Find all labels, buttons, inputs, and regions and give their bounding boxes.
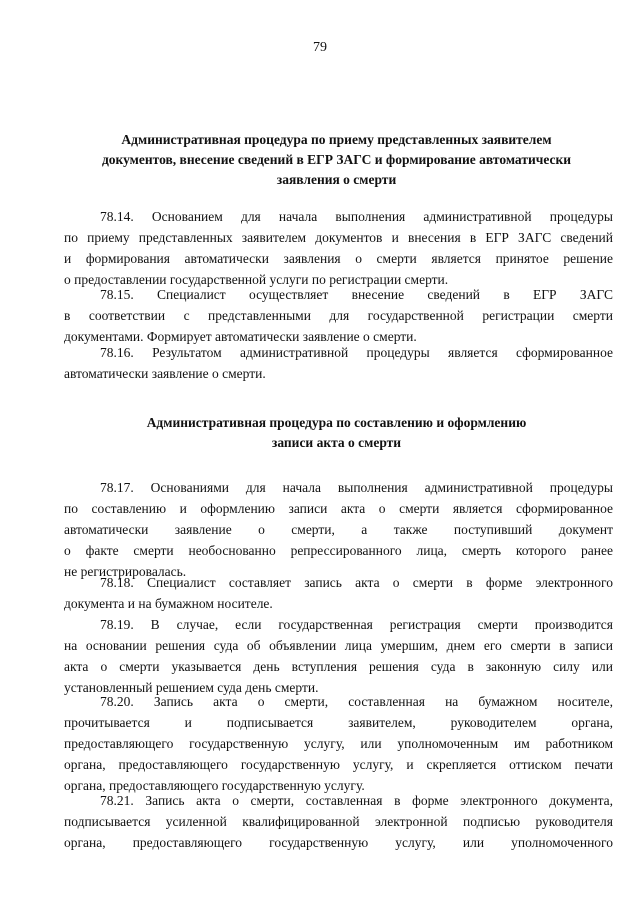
paragraph-line: автоматически заявление о смерти. (64, 366, 266, 381)
paragraph-line: 78.21. Запись акта о смерти, составленная в форме электронного документа, (100, 793, 613, 808)
paragraph-line: органа, предоставляющего государственную услугу, или уполномоченного (64, 835, 613, 850)
heading-line: заявления о смерти (276, 172, 397, 187)
paragraph-line: по приему представленных заявителем документов и внесения в ЕГР ЗАГС сведений (64, 230, 613, 245)
paragraph-78-18 (64, 572, 613, 614)
paragraph-line: органа, предоставляющего государственную услугу, и скрепляется оттиском печати (64, 757, 613, 772)
paragraph-line: подписывается усиленной квалифицированной электронной подписью руководителя (64, 814, 613, 829)
paragraph-line: по составлению и оформлению записи акта о смерти является сформированное (64, 501, 613, 516)
paragraph-line: автоматически заявление о смерти, а также поступивший документ (64, 522, 613, 537)
paragraph-line: о факте смерти необоснованно репрессированного лица, смерть которого ранее (64, 543, 613, 558)
heading-line: Административная процедура по приему представленных заявителем (121, 132, 552, 147)
paragraph-line: на основании решения суда об объявлении лица умершим, днем его смерти в записи (64, 638, 613, 653)
paragraph-78-14 (64, 206, 613, 290)
paragraph-line: акта о смерти указывается день вступления решения суда в законную силу или (64, 659, 613, 674)
page-number: 79 (313, 40, 327, 55)
paragraph-line: прочитывается и подписывается заявителем, руководителем органа, (64, 715, 613, 730)
paragraph-78-19 (64, 614, 613, 698)
paragraph-line: документами. Формирует автоматически заявление о смерти. (64, 329, 417, 344)
heading-line: Административная процедура по составлению и оформлению (146, 415, 527, 430)
paragraph-line: установленный решением суда день смерти. (64, 680, 319, 695)
paragraph-78-16 (64, 342, 613, 384)
paragraph-line: предоставляющего государственную услугу, или уполномоченным им работником (64, 736, 613, 751)
paragraph-line: о предоставлении государственной услуги по регистрации смерти. (64, 272, 449, 287)
paragraph-line: документа и на бумажном носителе. (64, 596, 273, 611)
paragraph-78-21 (64, 790, 613, 853)
paragraph-line: 78.19. В случае, если государственная регистрация смерти производится (100, 617, 613, 632)
section-heading-1 (60, 130, 613, 190)
paragraph-line: 78.16. Результатом административной процедуры является сформированное (100, 345, 613, 360)
paragraph-line: 78.14. Основанием для начала выполнения административной процедуры (100, 209, 613, 224)
paragraph-line: в соответствии с представленными для государственной регистрации смерти (64, 308, 613, 323)
paragraph-line: не регистрировалась. (64, 564, 187, 579)
heading-line: документов, внесение сведений в ЕГР ЗАГС и формирование автоматически (101, 152, 572, 167)
paragraph-line: 78.15. Специалист осуществляет внесение сведений в ЕГР ЗАГС (100, 287, 613, 302)
paragraph-line: 78.20. Запись акта о смерти, составленная на бумажном носителе, (100, 694, 613, 709)
paragraph-line: 78.18. Специалист составляет запись акта о смерти в форме электронного (100, 575, 613, 590)
paragraph-78-20 (64, 691, 613, 796)
heading-line: записи акта о смерти (271, 435, 402, 450)
paragraph-78-17 (64, 477, 613, 582)
section-heading-2 (60, 413, 613, 453)
paragraph-line: и формирования автоматически заявления о смерти является принятое решение (64, 251, 613, 266)
paragraph-78-15 (64, 284, 613, 347)
paragraph-line: органа, предоставляющего государственную услугу. (64, 778, 365, 793)
paragraph-line: 78.17. Основаниями для начала выполнения административной процедуры (100, 480, 613, 495)
